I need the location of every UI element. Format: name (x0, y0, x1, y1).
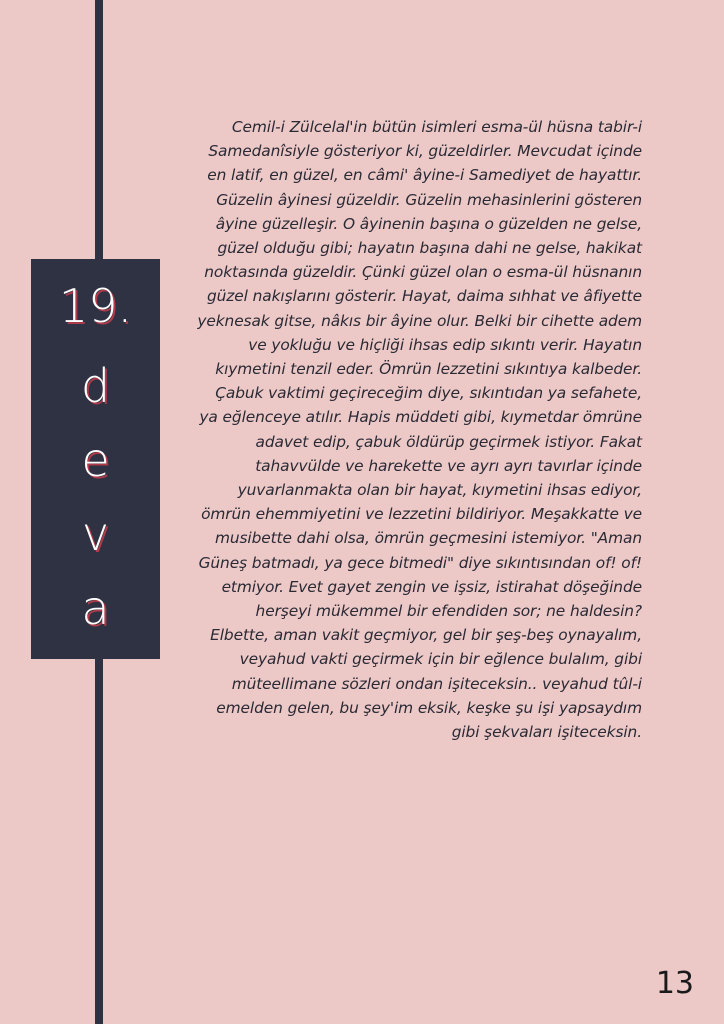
chapter-title-letter-a: a (81, 581, 110, 635)
chapter-title-panel (31, 259, 160, 659)
page-number: 13 (655, 966, 694, 1001)
chapter-title-letter-d: d (80, 359, 111, 413)
chapter-title-letter-v: v (81, 507, 110, 561)
chapter-number: 19. (58, 279, 133, 333)
body-paragraph: Cemil-i Zülcelal'in bütün isimleri esma-ül hüsna tabir-i Samedanîsiyle gösteriyor ki, güzeldirler. Mevcudat içinde en latif, en güzel, en câmi' âyine-i Samediyet de hayattır. Güzelin âyinesi güzeldir. Güzelin mehasinlerini gösteren âyine güzelleşir. O âyinenin başına o güzelden ne gelse, güzel olduğu gibi; hayatın başına dahi ne gelse, hakikat noktasında güzeldir. Çünki güzel olan o esma-ül hüsnanın güzel nakışlarını gösterir. Hayat, daima sıhhat ve âfiyette yeknesak gitse, nâkıs bir âyine olur. Belki bir cihette adem ve yokluğu ve hiçliği ihsas edip sıkıntı verir. Hayatın kıymetini tenzil eder. Ömrün lezzetini sıkıntıya kalbeder. Çabuk vaktimi geçireceğim diye, sıkıntıdan ya sefahete, ya eğlenceye atılır. Hapis müddeti gibi, kıymetdar ömrüne adavet edip, çabuk öldürüp geçirmek istiyor. Fakat tahavvülde ve harekette ve ayrı ayrı tavırlar içinde yuvarlanmakta olan bir hayat, kıymetini ihsas ediyor, ömrün ehemmiyetini ve lezzetini bildiriyor. Meşakkatte ve musibette dahi olsa, ömrün geçmesini istemiyor. "Aman Güneş batmadı, ya gece bitmedi" diye sıkıntısından of! of! etmiyor. Evet gayet zengin ve işsiz, istirahat döşeğinde herşeyi mükemmel bir efendiden sor; ne haldesin? Elbette, aman vakit geçmiyor, gel bir şeş-beş oynayalım, veyahud vakti geçirmek için bir eğlence bulalım, gibi müteellimane sözleri ondan işiteceksin.. veyahud tûl-i emelden gelen, bu şey'im eksik, keşke şu işi yapsaydım gibi şekvaları işiteceksin. (197, 118, 642, 742)
chapter-title-letter-e: e (81, 433, 110, 487)
